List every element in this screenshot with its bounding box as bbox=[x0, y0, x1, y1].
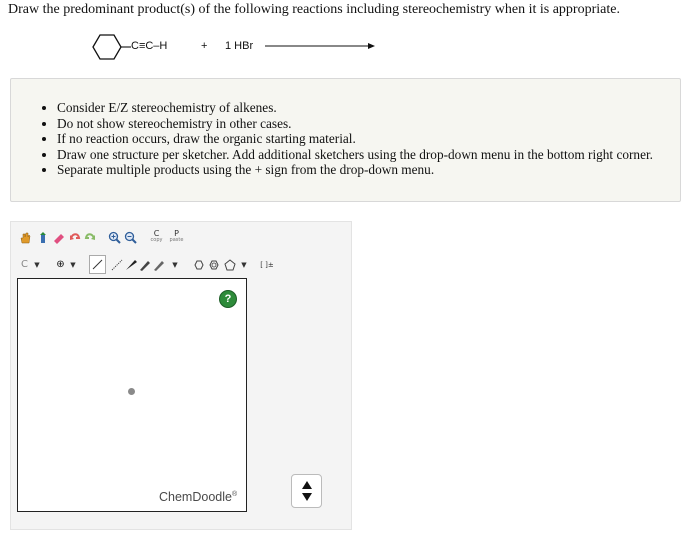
brand-text: ChemDoodle bbox=[159, 490, 232, 504]
copy-button[interactable] bbox=[149, 228, 164, 245]
wedge-bond-icon[interactable] bbox=[123, 256, 138, 273]
reagent: 1 HBr bbox=[225, 40, 254, 52]
hashed-bond-icon[interactable] bbox=[109, 256, 124, 273]
zoom-in-icon[interactable] bbox=[107, 229, 122, 246]
question-text: Draw the predominant product(s) of the following reactions including stereochemistry when it is appropriate. bbox=[8, 2, 620, 17]
undo-icon[interactable] bbox=[67, 229, 82, 246]
bracket-button[interactable]: [ ]± bbox=[260, 260, 274, 269]
instruction-item: • Draw one structure per sketcher. Add additional sketchers using the drop-down menu in the bottom right corner. bbox=[57, 147, 653, 163]
plus-sign: + bbox=[201, 40, 208, 52]
copy-sublabel: copy bbox=[150, 236, 163, 243]
drawing-canvas[interactable] bbox=[17, 278, 247, 512]
copy-label: C bbox=[153, 228, 160, 238]
redo-icon[interactable] bbox=[83, 229, 98, 246]
cyclopropane-ring-icon[interactable] bbox=[191, 256, 206, 273]
clear-icon[interactable] bbox=[35, 229, 50, 246]
single-bond-button[interactable] bbox=[89, 255, 106, 274]
charge-button[interactable]: ⊕ bbox=[56, 259, 65, 270]
paste-label: P bbox=[174, 228, 179, 238]
charge-dropdown[interactable]: ▼ bbox=[70, 260, 76, 269]
triple-bond-icon[interactable] bbox=[151, 256, 166, 273]
element-dropdown[interactable]: ▼ bbox=[34, 260, 40, 269]
up-down-arrows-icon bbox=[301, 480, 313, 502]
instruction-item: • If no reaction occurs, draw the organic starting material. bbox=[57, 131, 653, 147]
alkyne-substituent: C≡C–H bbox=[131, 40, 168, 52]
instructions-list bbox=[11, 100, 653, 178]
paste-sublabel: paste bbox=[169, 236, 184, 243]
double-bond-icon[interactable] bbox=[137, 256, 152, 273]
benzene-ring-icon[interactable] bbox=[206, 256, 221, 273]
element-button[interactable]: C bbox=[21, 259, 28, 270]
pentagon-ring-icon[interactable] bbox=[222, 256, 237, 273]
paste-button[interactable] bbox=[169, 228, 184, 245]
add-sketcher-dropdown[interactable] bbox=[291, 474, 322, 508]
instruction-item: • Do not show stereochemistry in other cases. bbox=[57, 116, 653, 132]
canvas-dot bbox=[128, 388, 135, 395]
instruction-item: • Separate multiple products using the + sign from the drop-down menu. bbox=[57, 162, 653, 178]
brand-mark: ® bbox=[231, 490, 238, 498]
reaction-equation bbox=[85, 30, 385, 64]
pan-hand-icon[interactable] bbox=[17, 229, 32, 246]
arrow-head bbox=[368, 43, 375, 49]
eraser-icon[interactable] bbox=[51, 229, 66, 246]
instruction-item: • Consider E/Z stereochemistry of alkenes. bbox=[57, 100, 653, 116]
instructions-box bbox=[10, 78, 681, 202]
chemdoodle-sketcher bbox=[10, 221, 352, 530]
ring-dropdown[interactable]: ▼ bbox=[241, 260, 247, 269]
bond-dropdown[interactable]: ▼ bbox=[172, 260, 178, 269]
chemdoodle-logo bbox=[159, 490, 237, 504]
help-button[interactable]: ? bbox=[219, 290, 237, 308]
zoom-out-icon[interactable] bbox=[123, 229, 138, 246]
cyclohexane-ring bbox=[93, 35, 121, 59]
